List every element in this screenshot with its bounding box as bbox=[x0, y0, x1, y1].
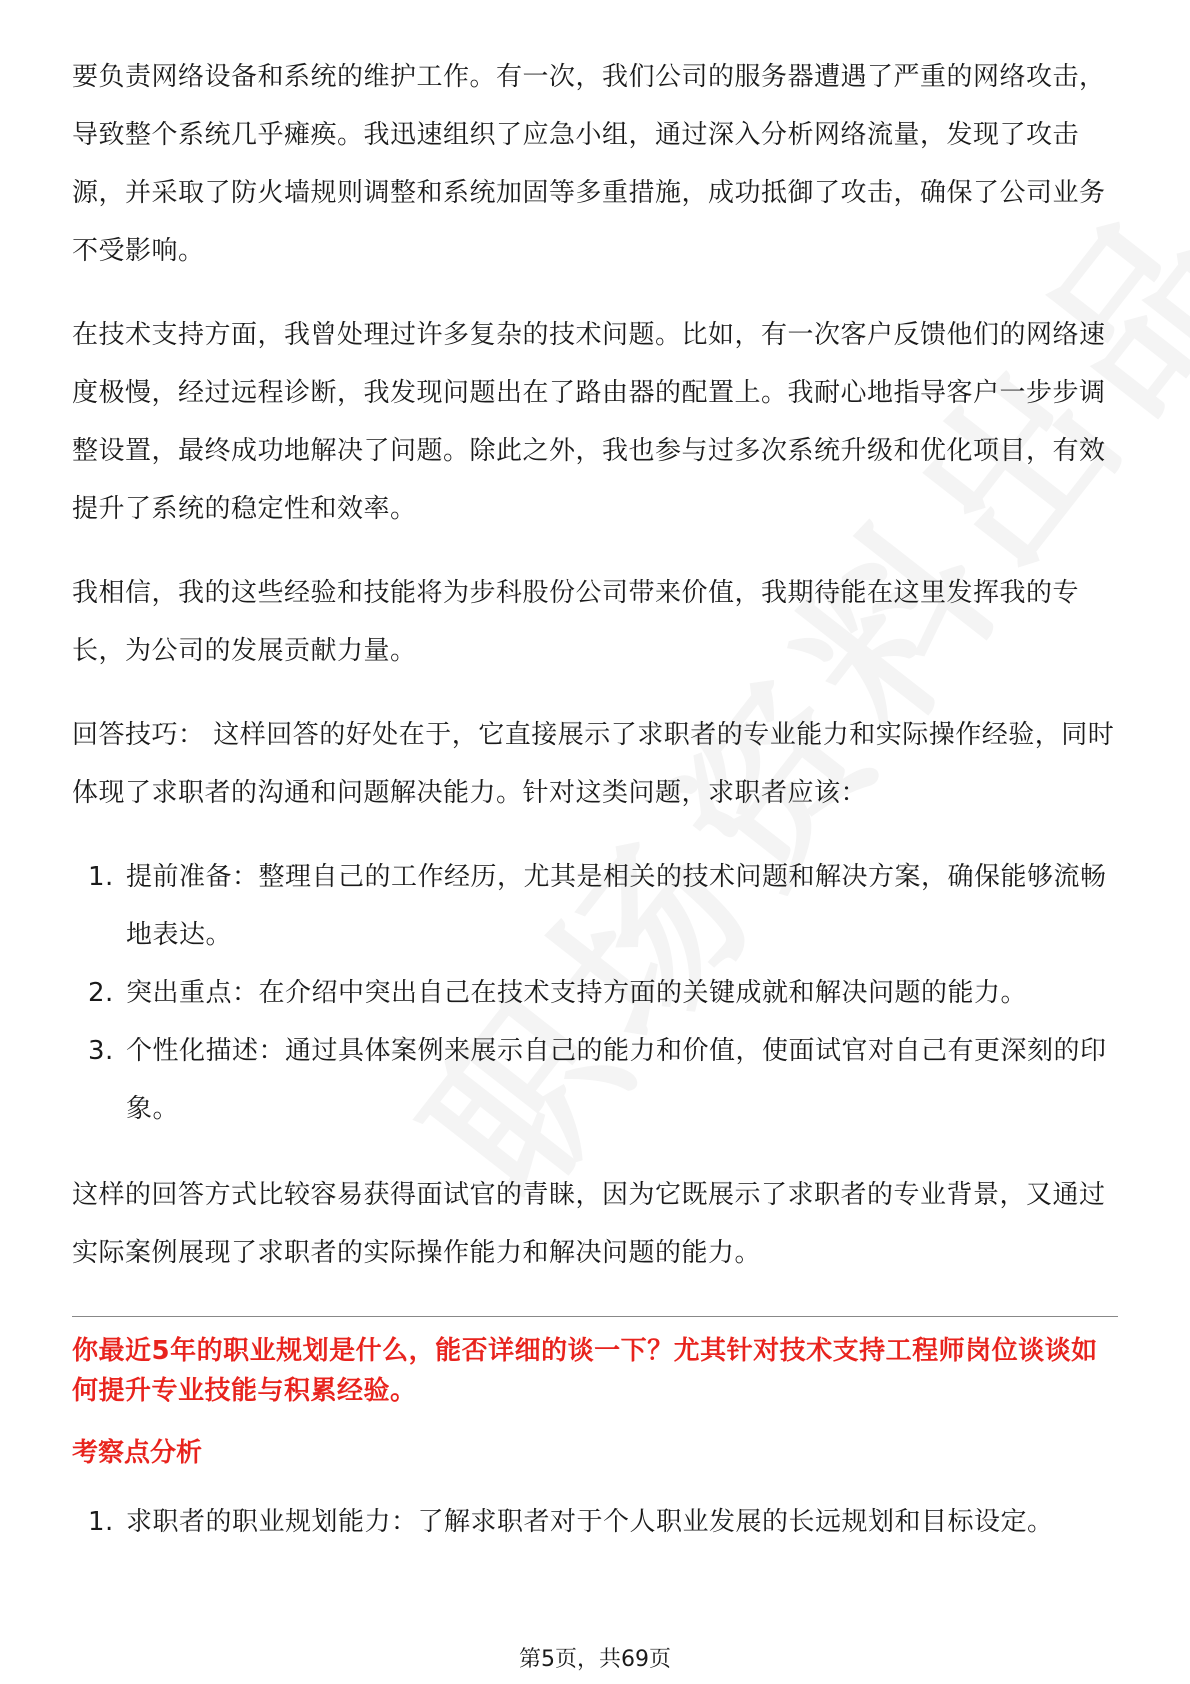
paragraph: 我相信，我的这些经验和技能将为步科股份公司带来价值，我期待能在这里发挥我的专长，为公司的发展贡献力量。 bbox=[72, 578, 1080, 666]
list-item bbox=[72, 1022, 1118, 1138]
list-number: 3. bbox=[88, 1036, 114, 1066]
list-item-text: 求职者的职业规划能力：了解求职者对于个人职业发展的长远规划和目标设定。 bbox=[126, 1507, 1054, 1537]
list-item bbox=[72, 848, 1118, 964]
list-item bbox=[72, 1493, 1118, 1551]
section-divider bbox=[72, 1316, 1118, 1317]
list-item-text: 突出重点：在介绍中突出自己在技术支持方面的关键成就和解决问题的能力。 bbox=[126, 978, 1028, 1008]
list-number: 2. bbox=[88, 978, 114, 1008]
list-number: 1. bbox=[88, 1507, 114, 1537]
list-item bbox=[72, 964, 1118, 1022]
closing-paragraph: 这样的回答方式比较容易获得面试官的青睐，因为它既展示了求职者的专业背景，又通过实际案例展现了求职者的实际操作能力和解决问题的能力。 bbox=[72, 1180, 1106, 1268]
document-content bbox=[72, 48, 1118, 1579]
paragraph: 在技术支持方面，我曾处理过许多复杂的技术问题。比如，有一次客户反馈他们的网络速度极慢，经过远程诊断，我发现问题出在了路由器的配置上。我耐心地指导客户一步步调整设置，最终成功地解决了问题。除此之外，我也参与过多次系统升级和优化项目，有效提升了系统的稳定性和效率。 bbox=[72, 320, 1106, 524]
list-number: 1. bbox=[88, 862, 114, 892]
answer-tips-intro: 回答技巧： 这样回答的好处在于，它直接展示了求职者的专业能力和实际操作经验，同时体现了求职者的沟通和问题解决能力。针对这类问题，求职者应该： bbox=[72, 720, 1115, 808]
tips-list bbox=[72, 848, 1118, 1138]
analysis-heading: 考察点分析 bbox=[72, 1438, 203, 1468]
paragraph: 要负责网络设备和系统的维护工作。有一次，我们公司的服务器遭遇了严重的网络攻击，导致整个系统几乎瘫痪。我迅速组织了应急小组，通过深入分析网络流量，发现了攻击源，并采取了防火墙规则调整和系统加固等多重措施，成功抵御了攻击，确保了公司业务不受影响。 bbox=[72, 62, 1106, 266]
list-item-text: 提前准备：整理自己的工作经历，尤其是相关的技术问题和解决方案，确保能够流畅地表达。 bbox=[126, 862, 1107, 950]
analysis-list bbox=[72, 1493, 1118, 1551]
list-item-text: 个性化描述：通过具体案例来展示自己的能力和价值，使面试官对自己有更深刻的印象。 bbox=[126, 1036, 1107, 1124]
page-footer: 第5页，共69页 bbox=[519, 1647, 671, 1672]
interview-question: 你最近5年的职业规划是什么，能否详细的谈一下？尤其针对技术支持工程师岗位谈谈如何提升专业技能与积累经验。 bbox=[72, 1336, 1098, 1406]
